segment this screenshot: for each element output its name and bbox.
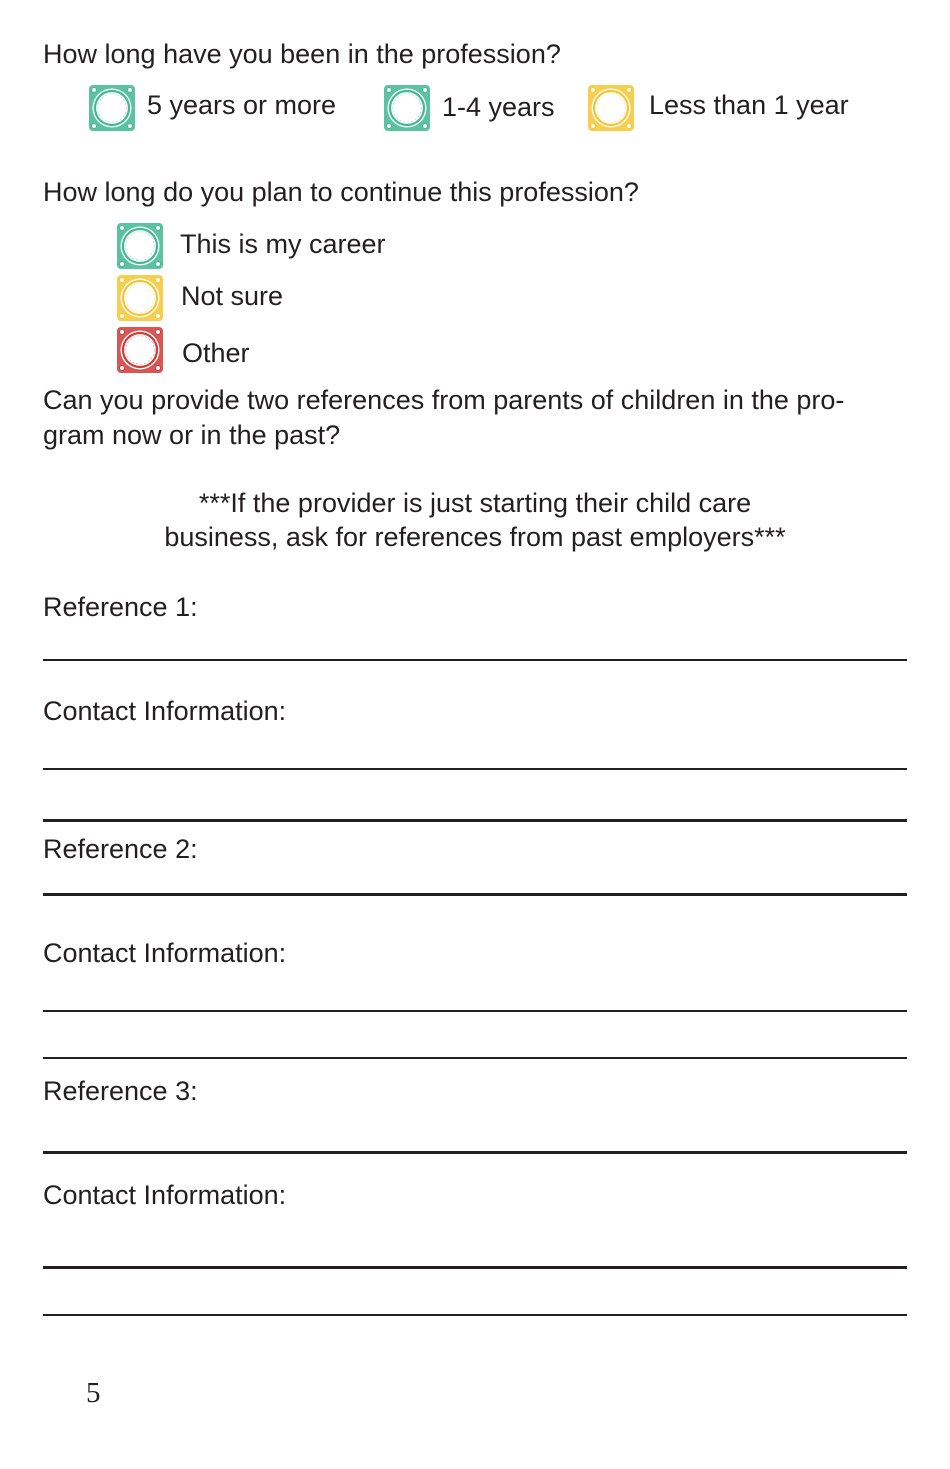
question-years-in-profession: How long have you been in the profession?	[43, 39, 561, 69]
reference-3-contact-line-2[interactable]	[43, 1314, 907, 1316]
reference-3-label: Reference 3:	[43, 1076, 198, 1106]
radio-circle-icon	[115, 273, 165, 323]
reference-3-contact-label: Contact Information:	[43, 1180, 287, 1210]
option-not-sure-label: Not sure	[181, 281, 284, 311]
option-less-than-1-year-label: Less than 1 year	[649, 90, 849, 120]
option-1-4-years-label: 1-4 years	[442, 92, 555, 122]
note-line2: business, ask for references from past employers***	[164, 522, 786, 552]
question-references-line2: gram now or in the past?	[43, 420, 341, 450]
reference-2-label: Reference 2:	[43, 834, 198, 864]
radio-circle-icon	[87, 83, 137, 133]
page-number: 5	[86, 1377, 101, 1409]
option-career-label: This is my career	[180, 229, 386, 259]
reference-2-line[interactable]	[43, 893, 907, 896]
option-other-radio[interactable]	[115, 325, 165, 375]
note-line1: ***If the provider is just starting their child care	[198, 488, 752, 518]
reference-3-line[interactable]	[43, 1151, 907, 1154]
radio-circle-icon	[586, 83, 636, 133]
radio-circle-icon	[382, 83, 432, 133]
option-less-than-1-year-radio[interactable]	[586, 83, 636, 133]
radio-circle-icon	[115, 221, 165, 271]
question-references-line1: Can you provide two references from parents of children in the pro-	[43, 385, 845, 415]
reference-1-label: Reference 1:	[43, 592, 198, 622]
option-1-4-years-radio[interactable]	[382, 83, 432, 133]
option-not-sure-radio[interactable]	[115, 273, 165, 323]
option-5-years-label: 5 years or more	[147, 90, 337, 120]
question-plan-to-continue: How long do you plan to continue this profession?	[43, 177, 639, 207]
reference-1-contact-line-2[interactable]	[43, 819, 907, 822]
option-career-radio[interactable]	[115, 221, 165, 271]
reference-2-contact-line-1[interactable]	[43, 1010, 907, 1012]
option-other-label: Other	[182, 338, 250, 368]
reference-1-contact-line-1[interactable]	[43, 768, 907, 770]
radio-circle-icon	[115, 325, 165, 375]
reference-2-contact-line-2[interactable]	[43, 1057, 907, 1059]
option-5-years-radio[interactable]	[87, 83, 137, 133]
reference-2-contact-label: Contact Information:	[43, 938, 287, 968]
reference-1-contact-label: Contact Information:	[43, 696, 287, 726]
reference-1-line[interactable]	[43, 659, 907, 661]
reference-3-contact-line-1[interactable]	[43, 1266, 907, 1269]
